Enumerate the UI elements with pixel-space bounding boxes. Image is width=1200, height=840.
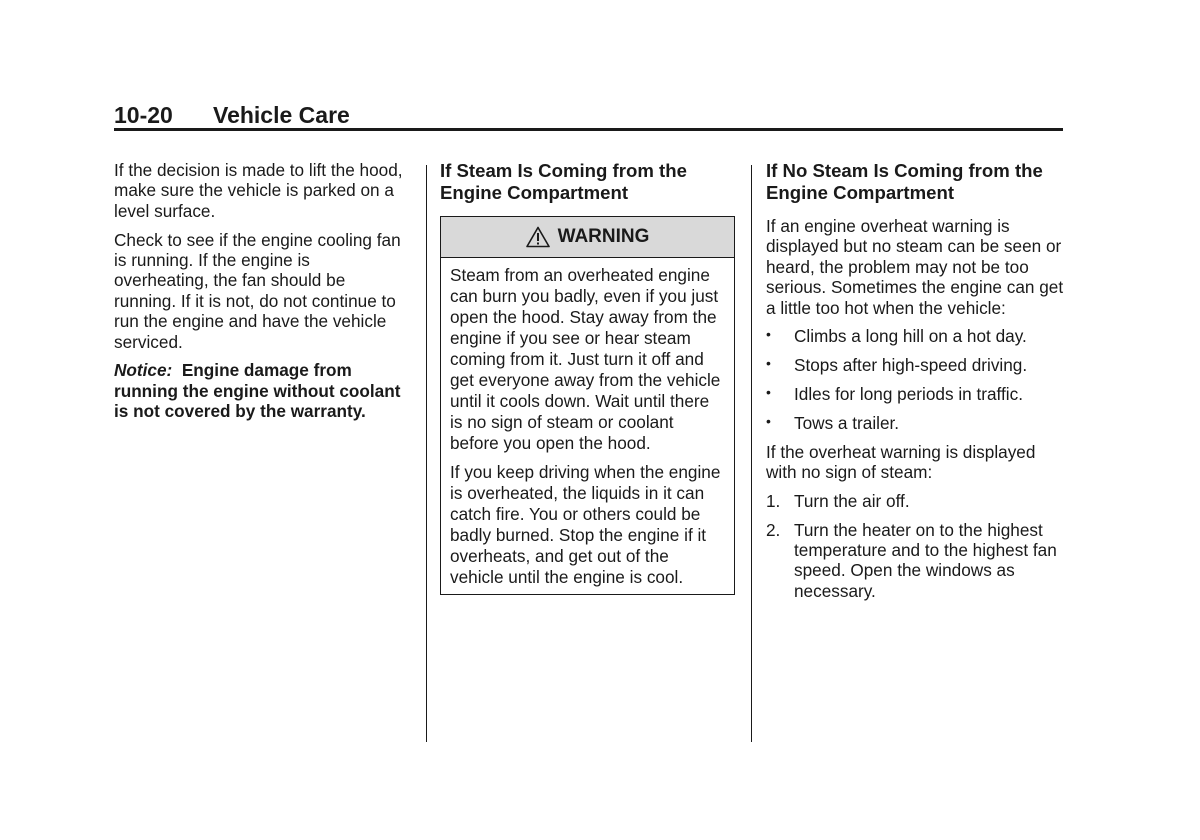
- column-heading: If Steam Is Coming from the Engine Compartment: [440, 160, 687, 203]
- bullet-marker: •: [766, 355, 771, 372]
- list-item-text: Climbs a long hill on a hot day.: [794, 326, 1027, 347]
- list-item: [766, 413, 1066, 433]
- list-item-text: Tows a trailer.: [794, 412, 900, 433]
- notice-label: Notice:: [114, 360, 173, 381]
- paragraph: If the overheat warning is displayed with no sign of steam:: [766, 441, 1036, 483]
- bullet-marker: •: [766, 412, 771, 429]
- column-1: [114, 160, 406, 430]
- page-header: [114, 100, 1063, 132]
- column-heading: If No Steam Is Coming from the Engine Compartment: [766, 160, 1043, 203]
- list-item-text: Idles for long periods in traffic.: [794, 384, 1023, 405]
- paragraph: If an engine overheat warning is displayed but no steam can be seen or heard, the problem may not be too serious. Sometimes the engine can get a little too hot when the vehicle:: [766, 216, 1064, 318]
- warning-paragraph: Steam from an overheated engine can burn you badly, even if you just open the hood. Stay away from the engine if you see or hear steam coming from it. Just turn it off and get everyone away from the vehicle until it cools down. Wait until there is no sign of steam or coolant before you open the hood.: [450, 265, 721, 453]
- bullet-marker: •: [766, 326, 771, 343]
- paragraph: If the decision is made to lift the hood, make sure the vehicle is parked on a level surface.: [114, 160, 403, 221]
- step-number: 2.: [766, 519, 781, 540]
- column-divider-right: [751, 165, 752, 742]
- warning-box: [440, 216, 735, 595]
- warning-title: WARNING: [557, 225, 650, 247]
- warning-triangle-icon: [526, 226, 550, 248]
- column-divider-left: [426, 165, 427, 742]
- column-2: [440, 160, 738, 595]
- bullet-list: [766, 326, 1066, 433]
- bullet-marker: •: [766, 384, 771, 401]
- warning-header: [441, 217, 734, 258]
- warning-paragraph: If you keep driving when the engine is overheated, the liquids in it can catch fire. You or others could be badly burned. Stop the engine if it overheats, and get out of the vehicle until the engine is cool.: [450, 462, 721, 588]
- list-item: [766, 520, 1066, 602]
- list-item-text: Stops after high-speed driving.: [794, 355, 1028, 376]
- list-item-text: Turn the heater on to the highest temperature and to the highest fan speed. Open the windows as necessary.: [794, 519, 1057, 601]
- notice: [114, 360, 406, 421]
- step-number: 1.: [766, 490, 781, 511]
- list-item: [766, 384, 1066, 404]
- warning-body: [441, 258, 734, 594]
- list-item: [766, 326, 1066, 346]
- header-rule: [114, 128, 1063, 131]
- section-title: Vehicle Care: [213, 102, 350, 128]
- list-item-text: Turn the air off.: [794, 490, 910, 511]
- list-item: [766, 355, 1066, 375]
- paragraph: Check to see if the engine cooling fan is running. If the engine is overheating, the fan should be running. If it is not, do not continue to run the engine and have the vehicle serviced.: [114, 229, 401, 352]
- notice-text: Engine damage from running the engine without coolant is not covered by the warranty.: [114, 360, 401, 422]
- list-item: [766, 491, 1066, 511]
- column-3: [766, 160, 1066, 610]
- numbered-list: [766, 491, 1066, 601]
- page-number: 10-20: [114, 102, 173, 128]
